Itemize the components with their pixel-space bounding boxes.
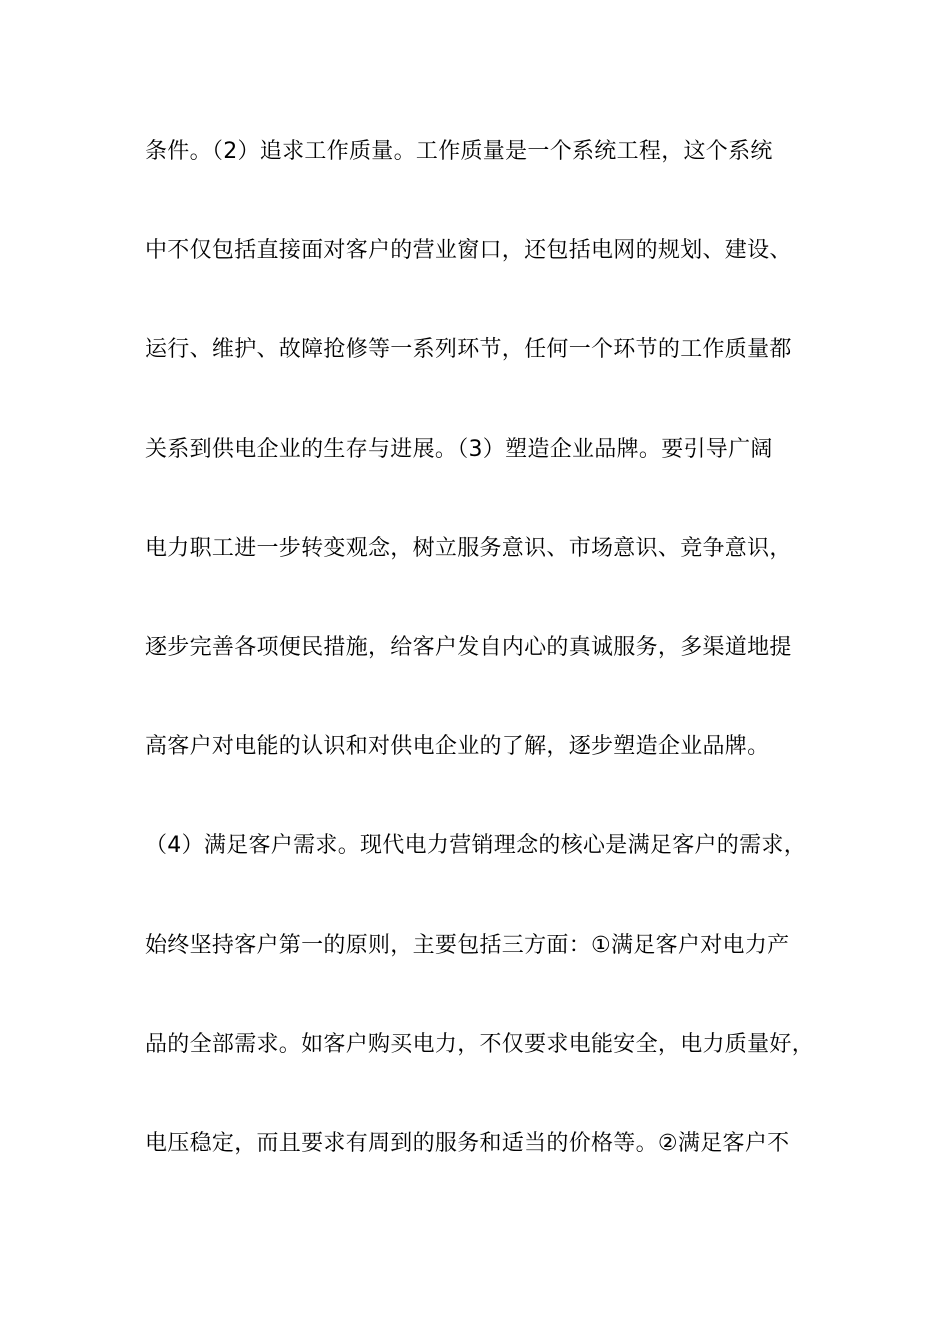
text-line: 电压稳定，而且要求有周到的服务和适当的价格等。②满足客户不: [145, 1130, 790, 1156]
text-line: 高客户对电能的认识和对供电企业的了解，逐步塑造企业品牌。: [145, 734, 770, 760]
text-line: 运行、维护、故障抢修等一系列环节，任何一个环节的工作质量都: [145, 337, 792, 363]
text-line: （4）满足客户需求。现代电力营销理念的核心是满足客户的需求，: [145, 833, 806, 859]
text-line: 品的全部需求。如客户购买电力，不仅要求电能安全，电力质量好，: [145, 1031, 815, 1057]
text-line: 关系到供电企业的生存与进展。（3）塑造企业品牌。要引导广阔: [145, 436, 773, 462]
text-line: 条件。（2）追求工作质量。工作质量是一个系统工程，这个系统: [145, 139, 773, 164]
text-line: 电力职工进一步转变观念，树立服务意识、市场意识、竞争意识，: [145, 535, 792, 561]
body-text: [145, 132, 835, 1223]
text-line: 始终坚持客户第一的原则，主要包括三方面：①满足客户对电力产: [145, 932, 790, 958]
text-line: 中不仅包括直接面对客户的营业窗口，还包括电网的规划、建设、: [145, 238, 792, 264]
text-line: 逐步完善各项便民措施，给客户发自内心的真诚服务，多渠道地提: [145, 634, 792, 660]
